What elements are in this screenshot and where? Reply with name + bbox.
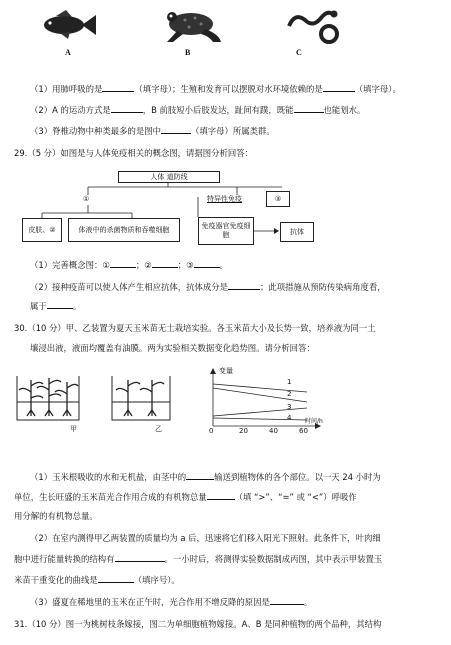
- q28-line-3: （3）脊椎动物中种类最多的是图中 （填字母）所属类群。: [30, 126, 275, 136]
- q30-s2-line-1: （2）在室内测得甲乙两装置的质量均为 a 后，迅速将它们移入阳光下照射。此条件下，叶肉细: [30, 533, 381, 543]
- graph-ylabel: 变量: [219, 367, 233, 375]
- q30-stem-1: 30.（10 分）甲、乙装置为夏天玉米苗无土栽培实验。各玉米苗大小及长势一致，培养液为同一土: [14, 323, 376, 333]
- label-jia: 甲: [70, 425, 77, 433]
- q30-stem-2: 壤浸出液，液面均覆盖有油膜。两为实验相关数据变化趋势图。请分析回答：: [30, 343, 315, 353]
- variation-graph: [205, 368, 325, 438]
- q29-line-3: 属于 。: [30, 301, 82, 311]
- graph-tick-60: 60: [299, 427, 308, 435]
- concept-body-fluid: 体液中的杀菌物质和吞噬细胞: [68, 218, 180, 242]
- q31-stem: 31.（10 分）图一为桃树枝条嫁接，图二为单细胞植物嫁接。A、B 是同种植物的两个品种，其结构: [14, 619, 382, 629]
- concept-specific: 特异性免疫: [207, 195, 242, 203]
- concept-n3: ③: [274, 194, 282, 203]
- graph-tick-0: 0: [209, 427, 214, 435]
- concept-skin: 皮肤、②: [22, 218, 62, 242]
- graph-series-3: 3: [287, 403, 292, 411]
- q29-line-1: （1）完善概念图：① ；② ；③ 。: [30, 260, 228, 270]
- snake-image: [285, 4, 340, 46]
- q29-line-2: （2）接种疫苗可以使人体产生相应抗体，抗体成分是 ；此项措施从预防传染病角度看，: [30, 282, 386, 292]
- corn-setup-jia: [15, 372, 81, 422]
- graph-series-2: 2: [287, 390, 292, 398]
- graph-series-4: 4: [287, 414, 292, 422]
- q30-s1-line-1: （1）玉米根吸收的水和无机盐，由茎中的 输送到植物体的各个部位。以一天 24 小时为: [30, 472, 381, 482]
- label-b: B: [185, 48, 191, 57]
- q30-s1-line-3: 用分解的有机物总量。: [14, 511, 98, 521]
- label-yi: 乙: [155, 425, 162, 433]
- label-c: C: [296, 48, 302, 57]
- q30-s1-line-2: 单位，生长旺盛的玉米苗光合作用合成的有机物总量 （填 “>”、“=” 或 “<”）呼吸作: [14, 492, 357, 502]
- frog-image: [155, 4, 225, 44]
- q30-s2-line-2: 胞中进行能量转换的结构有 。一小时后，将测得实验数据制成丙图，其中表示甲装置玉: [14, 554, 383, 564]
- graph-series-1: 1: [287, 378, 292, 386]
- graph-tick-20: 20: [239, 427, 248, 435]
- q30-s3-line: （3）盛夏在稀地里的玉米在正午时，光合作用不增反降的原因是 。: [30, 597, 313, 607]
- concept-organs: 免疫器官免疫细胞: [198, 217, 254, 245]
- fish-image: [38, 8, 98, 42]
- concept-map: [22, 165, 322, 245]
- graph-xlabel: 时间/h: [305, 418, 323, 425]
- label-a: A: [65, 48, 71, 57]
- q28-line-2: （2）A 的运动方式是 ，B 前肢短小后肢发达，趾间有蹼，既能 也能划水。: [30, 105, 366, 115]
- q29-stem: 29.（5 分）如图是与人体免疫相关的概念图，请据图分析回答：: [14, 148, 254, 158]
- q28-line-1: （1）用肺呼吸的是 （填字母）；生殖和发育可以摆脱对水环境依赖的是 （填字母）。: [30, 84, 401, 94]
- concept-n3-box: [266, 191, 290, 207]
- concept-top: 人体 道防线: [118, 171, 220, 183]
- graph-tick-40: 40: [269, 427, 278, 435]
- concept-n1: ①: [83, 195, 90, 203]
- concept-antibody: 抗体: [280, 222, 314, 242]
- corn-setup-yi: [110, 372, 172, 422]
- q30-s2-line-3: 米苗干重变化的曲线是 （填序号）。: [14, 575, 180, 585]
